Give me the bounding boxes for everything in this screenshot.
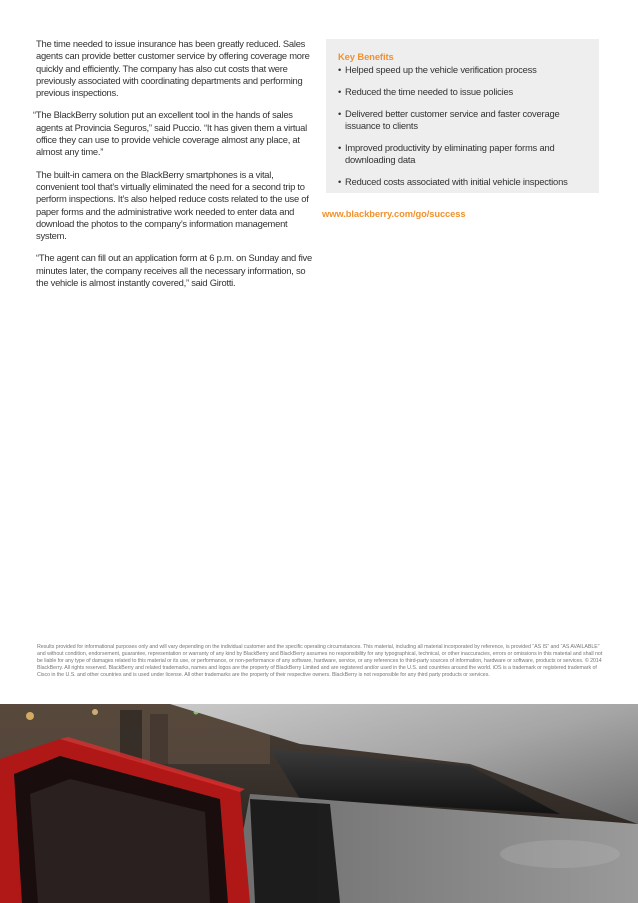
benefit-item: • Reduced the time needed to issue policies bbox=[338, 86, 589, 98]
success-stories-link[interactable]: www.blackberry.com/go/success bbox=[322, 208, 466, 219]
benefit-item: • Improved productivity by eliminating paper forms and downloading data bbox=[338, 142, 589, 166]
paragraph-girotti-quote: “The agent can fill out an application form at 6 p.m. on Sunday and five minutes later, the company receives all the necessary information, so the vehicle is almost instantly covered,” said Girotti. bbox=[36, 252, 312, 289]
body-text-column bbox=[33, 38, 316, 299]
benefit-item: • Reduced costs associated with initial vehicle inspections bbox=[338, 176, 589, 188]
key-benefits-list bbox=[338, 64, 589, 188]
benefit-item: • Helped speed up the vehicle verification process bbox=[338, 64, 589, 76]
car-photo bbox=[0, 704, 638, 903]
key-benefits-title: Key Benefits bbox=[338, 51, 394, 62]
key-benefits-box bbox=[326, 39, 599, 193]
paragraph-puccio-quote: “The BlackBerry solution put an excellent tool in the hands of sales agents at Provincia Seguros,” said Puccio. “It has given them a virtual office they can use to provide vehicle coverage almost any place, at almost any time.” bbox=[33, 109, 307, 158]
paragraph-camera: The built-in camera on the BlackBerry smartphones is a vital, convenient tool that’s virtually eliminated the need for a second trip to perform inspections. It’s also helped reduce costs related to the use of paper forms and the administrative work needed to enter data and download the photos to the company’s information management system. bbox=[36, 168, 309, 242]
benefit-item: • Delivered better customer service and faster coverage issuance to clients bbox=[338, 108, 589, 132]
legal-disclaimer: Results provided for informational purposes only and will vary depending on the individual customer and the specific operating circumstances. This material, including all material incorporated by reference, is provided “AS IS” and “AS AVAILABLE” and without condition, endorsement, guarantee, representation or warranty of any kind by BlackBerry and BlackBerry assumes no responsibility for any typographical, technical, or other inaccuracies, errors or omissions in this material and shall not be liable for any type of damages related to this material or its use, or performance, or non-performance of any software, hardware, service, or any references to third-party sources of information, hardware or software, products or services. © 2014 BlackBerry. All rights reserved. BlackBerry and related trademarks, names and logos are the property of BlackBerry Limited and are registered and/or used in the U.S. and countries around the world. iOS is a trademark or registered trademark of Cisco in the U.S. and other countries and is used under license. All other trademarks are the property of their respective owners. BlackBerry is not responsible for any third party products or services. bbox=[37, 644, 603, 679]
paragraph-issuance: The time needed to issue insurance has been greatly reduced. Sales agents can provide better customer service by offering coverage more quickly and efficiently. The company has also cut costs that were previously associated with coordinating departments and performing previous inspections. bbox=[36, 38, 310, 99]
